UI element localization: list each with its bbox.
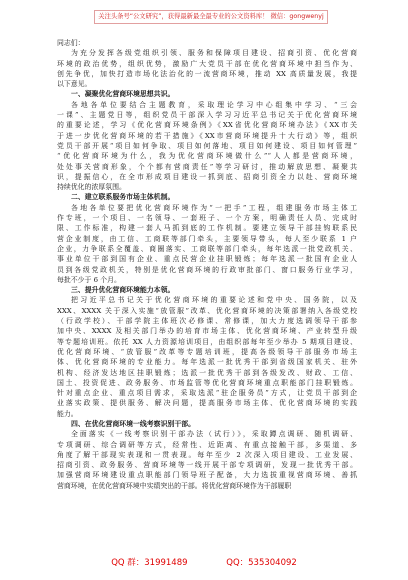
text-line: “优化营商环境为什么，我为优化营商环境做什么”“人人都是营商环境， (57, 152, 357, 161)
text-line: 针对重点企业、重点项目需求，采取选派“驻企服务员”方式，让党员干部到企 (57, 389, 357, 398)
text-line: 优化营商环境、“放管服”改革等专题培训班，提高各级领导干部服务市场主 (57, 347, 357, 356)
text-line: 一课”、主题党日等，组织党员干部深入学习习近平总书记关于优化营商环境 (57, 111, 357, 120)
text-line: 企业，力争联系全覆盖、商圈落实、工商联等部门牵头，每年选派一批党政机关、 (57, 244, 357, 253)
text-line: 员到各级党政机关，特别是优化营商环境的行政审批部门、窗口服务行业学习， (57, 265, 357, 274)
text-line: 加强营商环境建设重点职能部门领导班子配备，大力选拔重视营商环境、善抓 (57, 471, 357, 480)
text-line: 加中央、XXXX 及相关部门举办的培育市场主体、优化营商环境、产业转型升级 (57, 327, 357, 336)
footer-contact (0, 556, 408, 568)
text-line: 限、工作标准，构建一套人马抓到底的工作机制。要建立领导干部挂钩联系民 (57, 224, 357, 233)
document-body (57, 38, 357, 491)
text-line: 专项调研、综合调研等方式，经常性、近距离、有重点接触干部，多渠道、多 (57, 440, 357, 449)
text-line: 作专班，一个项目、一名领导、一套班子、一个方案，明确责任人员、完成时 (57, 214, 357, 223)
text-line: 党员干部开展“项目如何争取、项目如何落地、项目如何建设、项目如何管理” (57, 141, 357, 150)
text-line: 环境的政治优势，组织优势，激励广大党员干部在优化营商环境中担当作为、 (57, 59, 357, 68)
text-line: 全面落实《一线考察识别干部办法（试行）》，采取蹲点调研、随机调研、 (71, 430, 357, 439)
text-line: 持续优化的浓厚氛围。 (57, 183, 126, 192)
text-line: 把习近平总书记关于优化营商环境的重要论述和党中央、国务院，以及 (71, 296, 357, 305)
text-line: 招商引资、政务服务、营商环境等一线开展干部专项调研，发现一批优秀干部。 (57, 461, 357, 470)
section-heading: 二、建立联系服务市场主体机制。 (71, 193, 175, 202)
text-line: 识，提振信心，在全市形成项目建设一抓到底、招商引资全力以赴、营商环境 (57, 172, 357, 181)
text-line: 创先争优，加快打造市场化法治化的一流营商环境，推动 XX 高质量发展，我提 (57, 69, 357, 78)
text-line: 业落实政策、提供服务、解决问题，提高服务市场主体、优化营商环境的实践 (57, 399, 357, 408)
text-line: XXX、XXXX 关于深入实施“放管服”改革、优化营商环境的决策部署纳入各级党校 (57, 306, 357, 315)
text-line: 为充分发挥各级党组织引领、服务和保障项目建设、招商引资、优化营商 (71, 49, 357, 58)
text-line: 国土、投资促进、政务服务、市场监管等优化营商环境重点职能部门挂职锻炼。 (57, 378, 357, 387)
footer-qq: QQ：535304092 (226, 558, 297, 568)
header-banner: 关注头条号“公文研究”，获得最新最全最专业的公文资料库！ 微信：gongwenyj (94, 10, 328, 24)
text-line: 以下意见。 (57, 80, 92, 89)
text-line: 各地各单位要结合主题教育，采取理论学习中心组集中学习、“三会 (71, 100, 357, 109)
section-heading: 一、凝聚优化营商环境思想共识。 (71, 90, 175, 99)
text-line: 处处事关营商形象，个个都有营商责任”等学习研讨，推动解放思想、凝聚共 (57, 162, 357, 171)
text-line: 每批不少于 6 个月。 (57, 275, 121, 284)
text-line: 的重要论述，学习《优化营商环境条例》《XX省优化营商环境办法》《XX市关 (57, 121, 357, 130)
text-line: 事业单位干部到国有企业、重点民营企业挂职锻炼；每年选派一批国有企业人 (57, 255, 357, 264)
text-line: 能力。 (57, 409, 78, 418)
text-line: 同志们： (57, 39, 85, 47)
text-line: 体、优化营商环境的专业能力。每年选派一批优秀干部到省级国家机关、驻外 (57, 358, 357, 367)
footer-qq-group: QQ 群：31991489 (111, 558, 188, 568)
text-line: 各地各单位要把优化营商环境作为“一把手”工程，组建服务市场主体工 (71, 203, 357, 212)
section-heading: 四、在优化营商环境一线考察识别干部。 (71, 419, 196, 428)
text-line: 营商环境，在优化营商环境中实绩突出的干部。将优化营商环境作为干部履职 (57, 481, 292, 490)
text-line: 等专题培训班。依托 XX 人力资源培训项目，由组织部每年至少举办 5 期项目建设、 (57, 337, 357, 346)
text-line: 角度了解干部现实表现和一贯表现。每年至少 2 次深入项目建设、工业发展、 (57, 450, 357, 459)
text-line: 机构、经济发达地区挂职锻炼；选派一批优秀干部到各级发改、财政、工信、 (57, 368, 357, 377)
text-line: 于进一步优化营商环境的若干措施》《XX市营商环境提升十大行动》等，组织 (57, 131, 357, 140)
text-line: （行政学校）、干部学院主体班次必修课、常修课，加大力度选调领导干部参 (57, 317, 357, 326)
text-line: 营企业制度，由工信、工商联等部门牵头，主要领导带头，每人至少联系 1 户 (57, 234, 357, 243)
section-heading: 三、提升优化营商环境能力本领。 (71, 286, 175, 295)
